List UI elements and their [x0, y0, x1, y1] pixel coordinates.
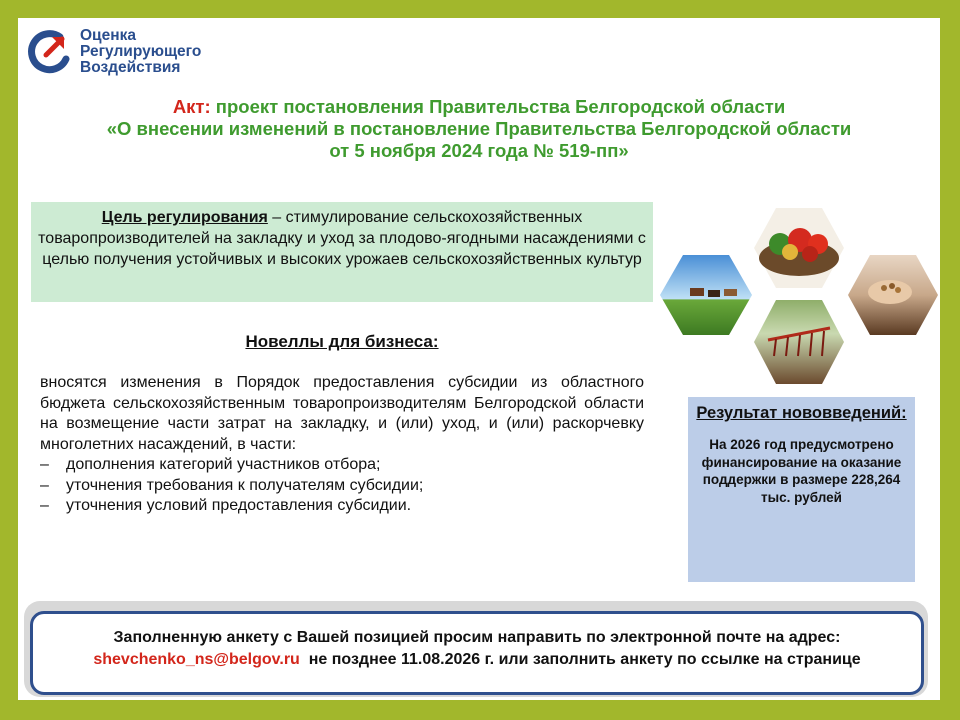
- act-title-line-1: проект постановления Правительства Белгородской области: [215, 96, 786, 117]
- list-dash: –: [40, 497, 49, 514]
- list-item-text: дополнения категорий участников отбора;: [66, 456, 381, 473]
- list-dash: –: [40, 476, 49, 494]
- result-title: Результат нововведений:: [696, 404, 907, 422]
- slide: [18, 18, 940, 700]
- list-item-text: уточнения требования к получателям субсидии;: [66, 476, 424, 494]
- logo-line-1: Оценка: [80, 27, 136, 44]
- novelties-title: Новеллы для бизнеса:: [245, 332, 439, 351]
- ora-logo-text: [80, 28, 201, 76]
- ora-logo: [26, 28, 201, 76]
- list-item: [40, 496, 644, 517]
- regulation-goal-text: – стимулирование сельскохозяйственных товаропроизводителей на закладку и уход за плодово-ягодными насаждениями с целью получения устойчивых и высоких урожаев сельскохозяйственных культур: [38, 209, 646, 268]
- cultivator-photo: [754, 300, 844, 384]
- agriculture-hexagon-photos: [658, 200, 942, 386]
- seeds-hand-photo: [848, 255, 938, 335]
- contact-email-link[interactable]: shevchenko_ns@belgov.ru: [93, 651, 300, 668]
- novelties-intro: вносятся изменения в Порядок предоставления субсидии из областного бюджета сельскохозяйственным товаропроизводителям Белгородской области на возмещение части затрат на закладку, и (или) уход, и (или) раскорчевку многолетних насаждений, в части:: [40, 374, 644, 453]
- act-title-line-2: «О внесении изменений в постановление Правительства Белгородской области: [106, 118, 852, 139]
- regulation-goal-box: [31, 202, 653, 302]
- footer-line-1: Заполненную анкету с Вашей позицией просим направить по электронной почте на адрес:: [113, 629, 841, 646]
- vegetables-basket-photo: [754, 208, 844, 288]
- footer-line-2: не позднее 11.08.2026 г. или заполнить анкету по ссылке на странице: [299, 651, 861, 668]
- logo-line-3: Воздействия: [80, 59, 181, 76]
- result-box: [688, 397, 915, 582]
- act-title: [18, 96, 940, 162]
- act-title-line-3: от 5 ноября 2024 года № 519-пп»: [329, 140, 629, 161]
- cows-field-photo: [660, 255, 752, 335]
- list-dash: –: [40, 456, 49, 473]
- novelties-list: [40, 455, 644, 517]
- list-item: [40, 476, 644, 497]
- logo-line-2: Регулирующего: [80, 43, 202, 60]
- novelties-body: [40, 373, 644, 517]
- result-body: На 2026 год предусмотрено финансирование на оказание поддержки в размере 228,264 тыс. рублей: [701, 437, 902, 505]
- list-item: [40, 455, 644, 476]
- act-prefix: Акт:: [172, 96, 211, 117]
- ora-logo-icon: [26, 29, 72, 75]
- feedback-footer: [30, 611, 924, 695]
- regulation-goal-lead: Цель регулирования: [101, 209, 268, 226]
- list-item-text: уточнения условий предоставления субсидии.: [66, 497, 412, 514]
